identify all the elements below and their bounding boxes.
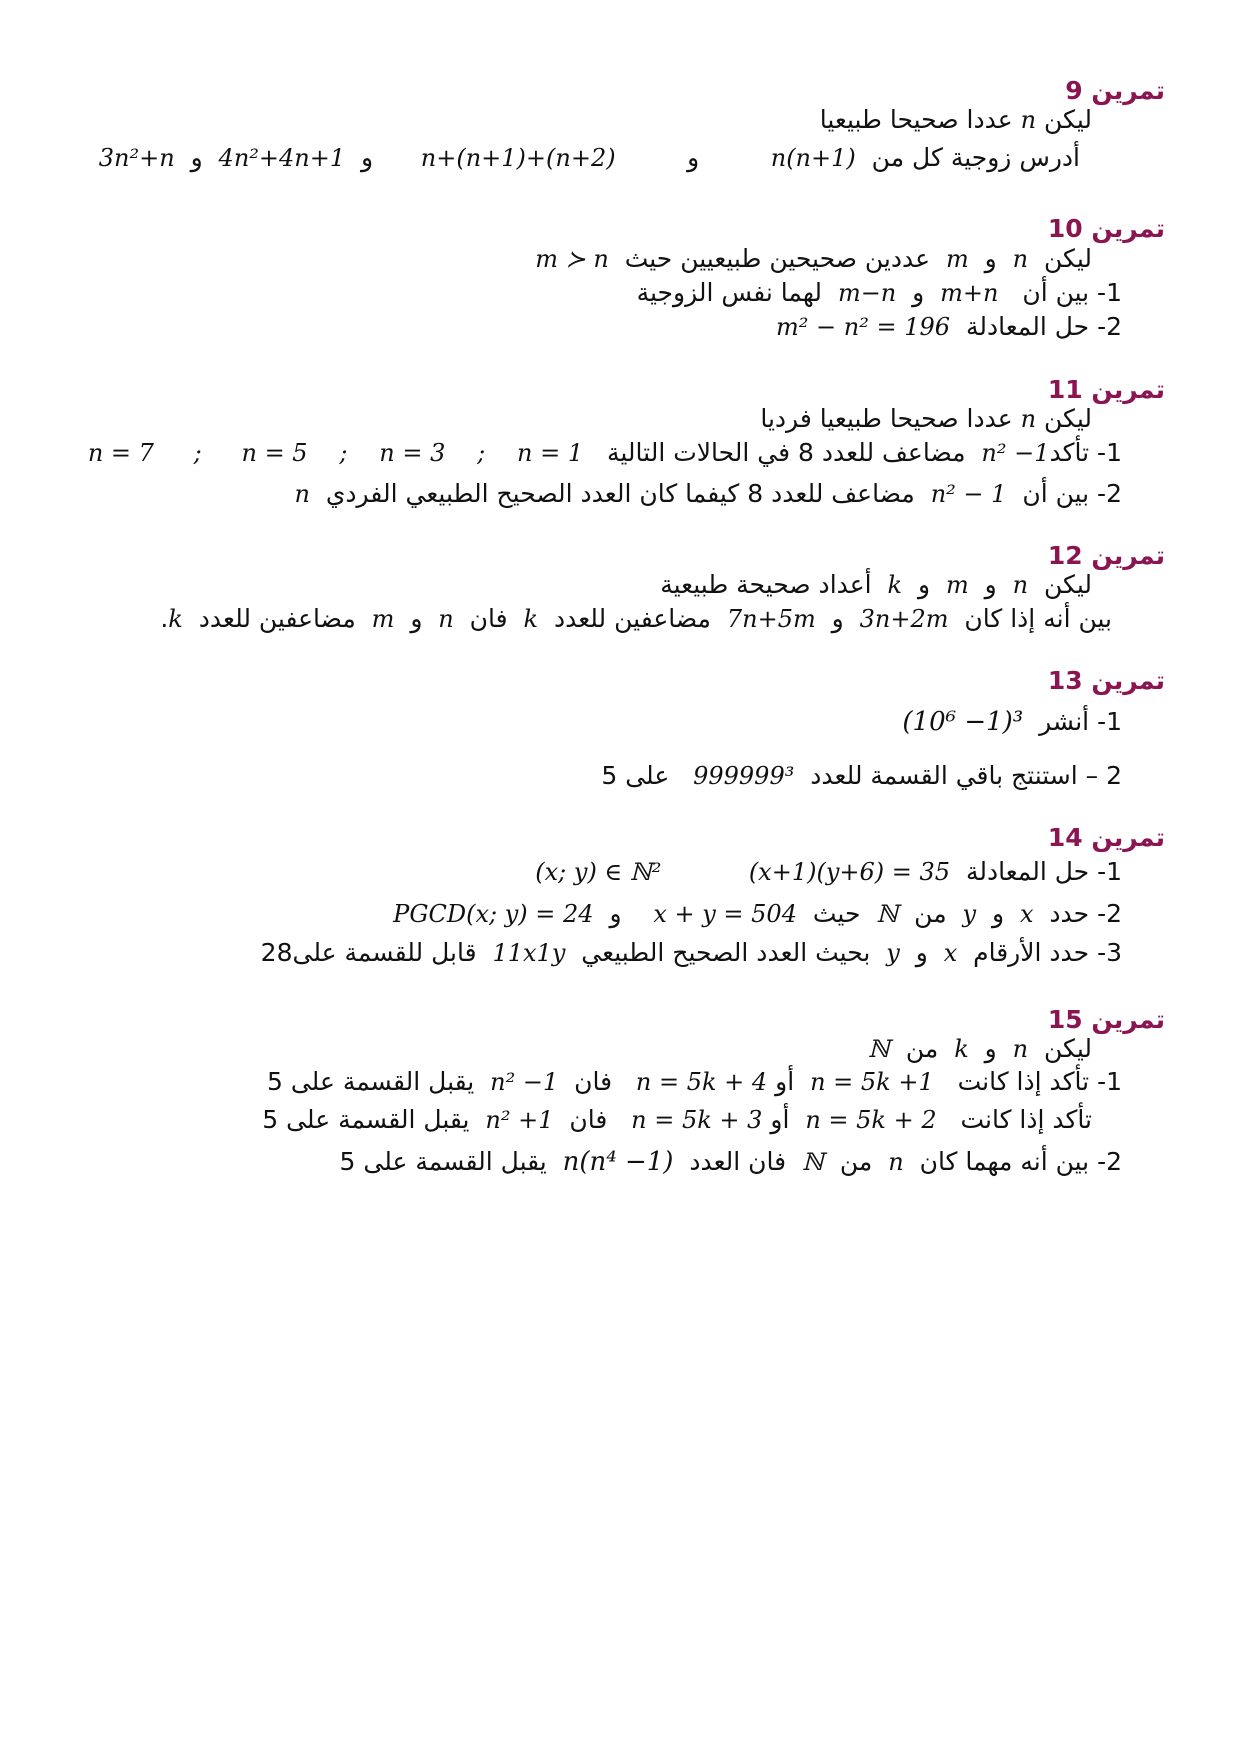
exercise-13-line-2: 2 – استنتج باقي القسمة للعدد 999999³ على 5 xyxy=(601,761,1122,790)
exercise-11-line-1: ليكن n عددا صحيحا طبيعيا فرديا xyxy=(760,404,1092,433)
exercise-10-line-3: 2- حل المعادلة m² − n² = 196 xyxy=(776,312,1122,341)
exercise-15-title: تمرين 15 xyxy=(1047,1005,1165,1034)
exercise-9-line-1: ليكن n عددا صحيحا طبيعيا xyxy=(819,105,1092,134)
exercise-15-line-4: 2- بين أنه مهما كان n من ℕ فان العدد n(n⁴ −1) يقبل القسمة على 5 xyxy=(339,1147,1122,1177)
exercise-15-line-3: تأكد إذا كانت n = 5k + 2 أو n = 5k + 3 فان n² +1 يقبل القسمة على 5 xyxy=(262,1105,1092,1134)
exercise-14-line-2: 2- حدد x و y من ℕ حيث x + y = 504 و PGCD(x; y) = 24 xyxy=(393,899,1122,928)
exercise-15-line-2: 1- تأكد إذا كانت n = 5k +1 أو n = 5k + 4 فان n² −1 يقبل القسمة على 5 xyxy=(266,1067,1122,1096)
exercise-12-line-2: بين أنه إذا كان 3n+2m و 7n+5m مضاعفين للعدد k فان n و m مضاعفين للعدد k. xyxy=(160,604,1112,633)
exercise-13-line-1: 1- أنشر (10⁶ −1)³ xyxy=(902,707,1122,737)
exercise-10-line-1: ليكن n و m عددين صحيحين طبيعيين حيث m ≻ n xyxy=(535,244,1092,273)
exercise-14-line-3: 3- حدد الأرقام x و y بحيث العدد الصحيح الطبيعي 11x1y قابل للقسمة على28 xyxy=(260,938,1122,967)
exercise-12-title: تمرين 12 xyxy=(1047,541,1165,570)
exercise-13-title: تمرين 13 xyxy=(1047,666,1165,695)
exercise-10-line-2: 1- بين أن m+n و m−n لهما نفس الزوجية xyxy=(636,278,1122,307)
exercise-15-line-1: ليكن n و k من ℕ xyxy=(868,1034,1092,1063)
exercise-12-line-1: ليكن n و m و k أعداد صحيحة طبيعية xyxy=(660,570,1092,599)
exercise-10-title: تمرين 10 xyxy=(1047,214,1165,243)
exercise-14-line-1: 1- حل المعادلة (x+1)(y+6) = 35 (x; y) ∈ ℕ² xyxy=(535,857,1122,886)
exercise-11-title: تمرين 11 xyxy=(1047,375,1165,404)
exercise-14-title: تمرين 14 xyxy=(1047,823,1165,852)
exercise-9-title: تمرين 9 xyxy=(1065,76,1165,105)
exercise-11-line-3: 2- بين أن n² − 1 مضاعف للعدد 8 كيفما كان العدد الصحيح الطبيعي الفردي n xyxy=(294,479,1122,508)
exercise-9-line-2: أدرس زوجية كل من n(n+1) و n+(n+1)+(n+2) و 4n²+4n+1 و 3n²+n xyxy=(98,143,1080,172)
exercise-11-line-2: 1- تأكدn² −1 مضاعف للعدد 8 في الحالات التالية n = 1 ; n = 3 ; n = 5 ; n = 7 xyxy=(87,438,1122,467)
